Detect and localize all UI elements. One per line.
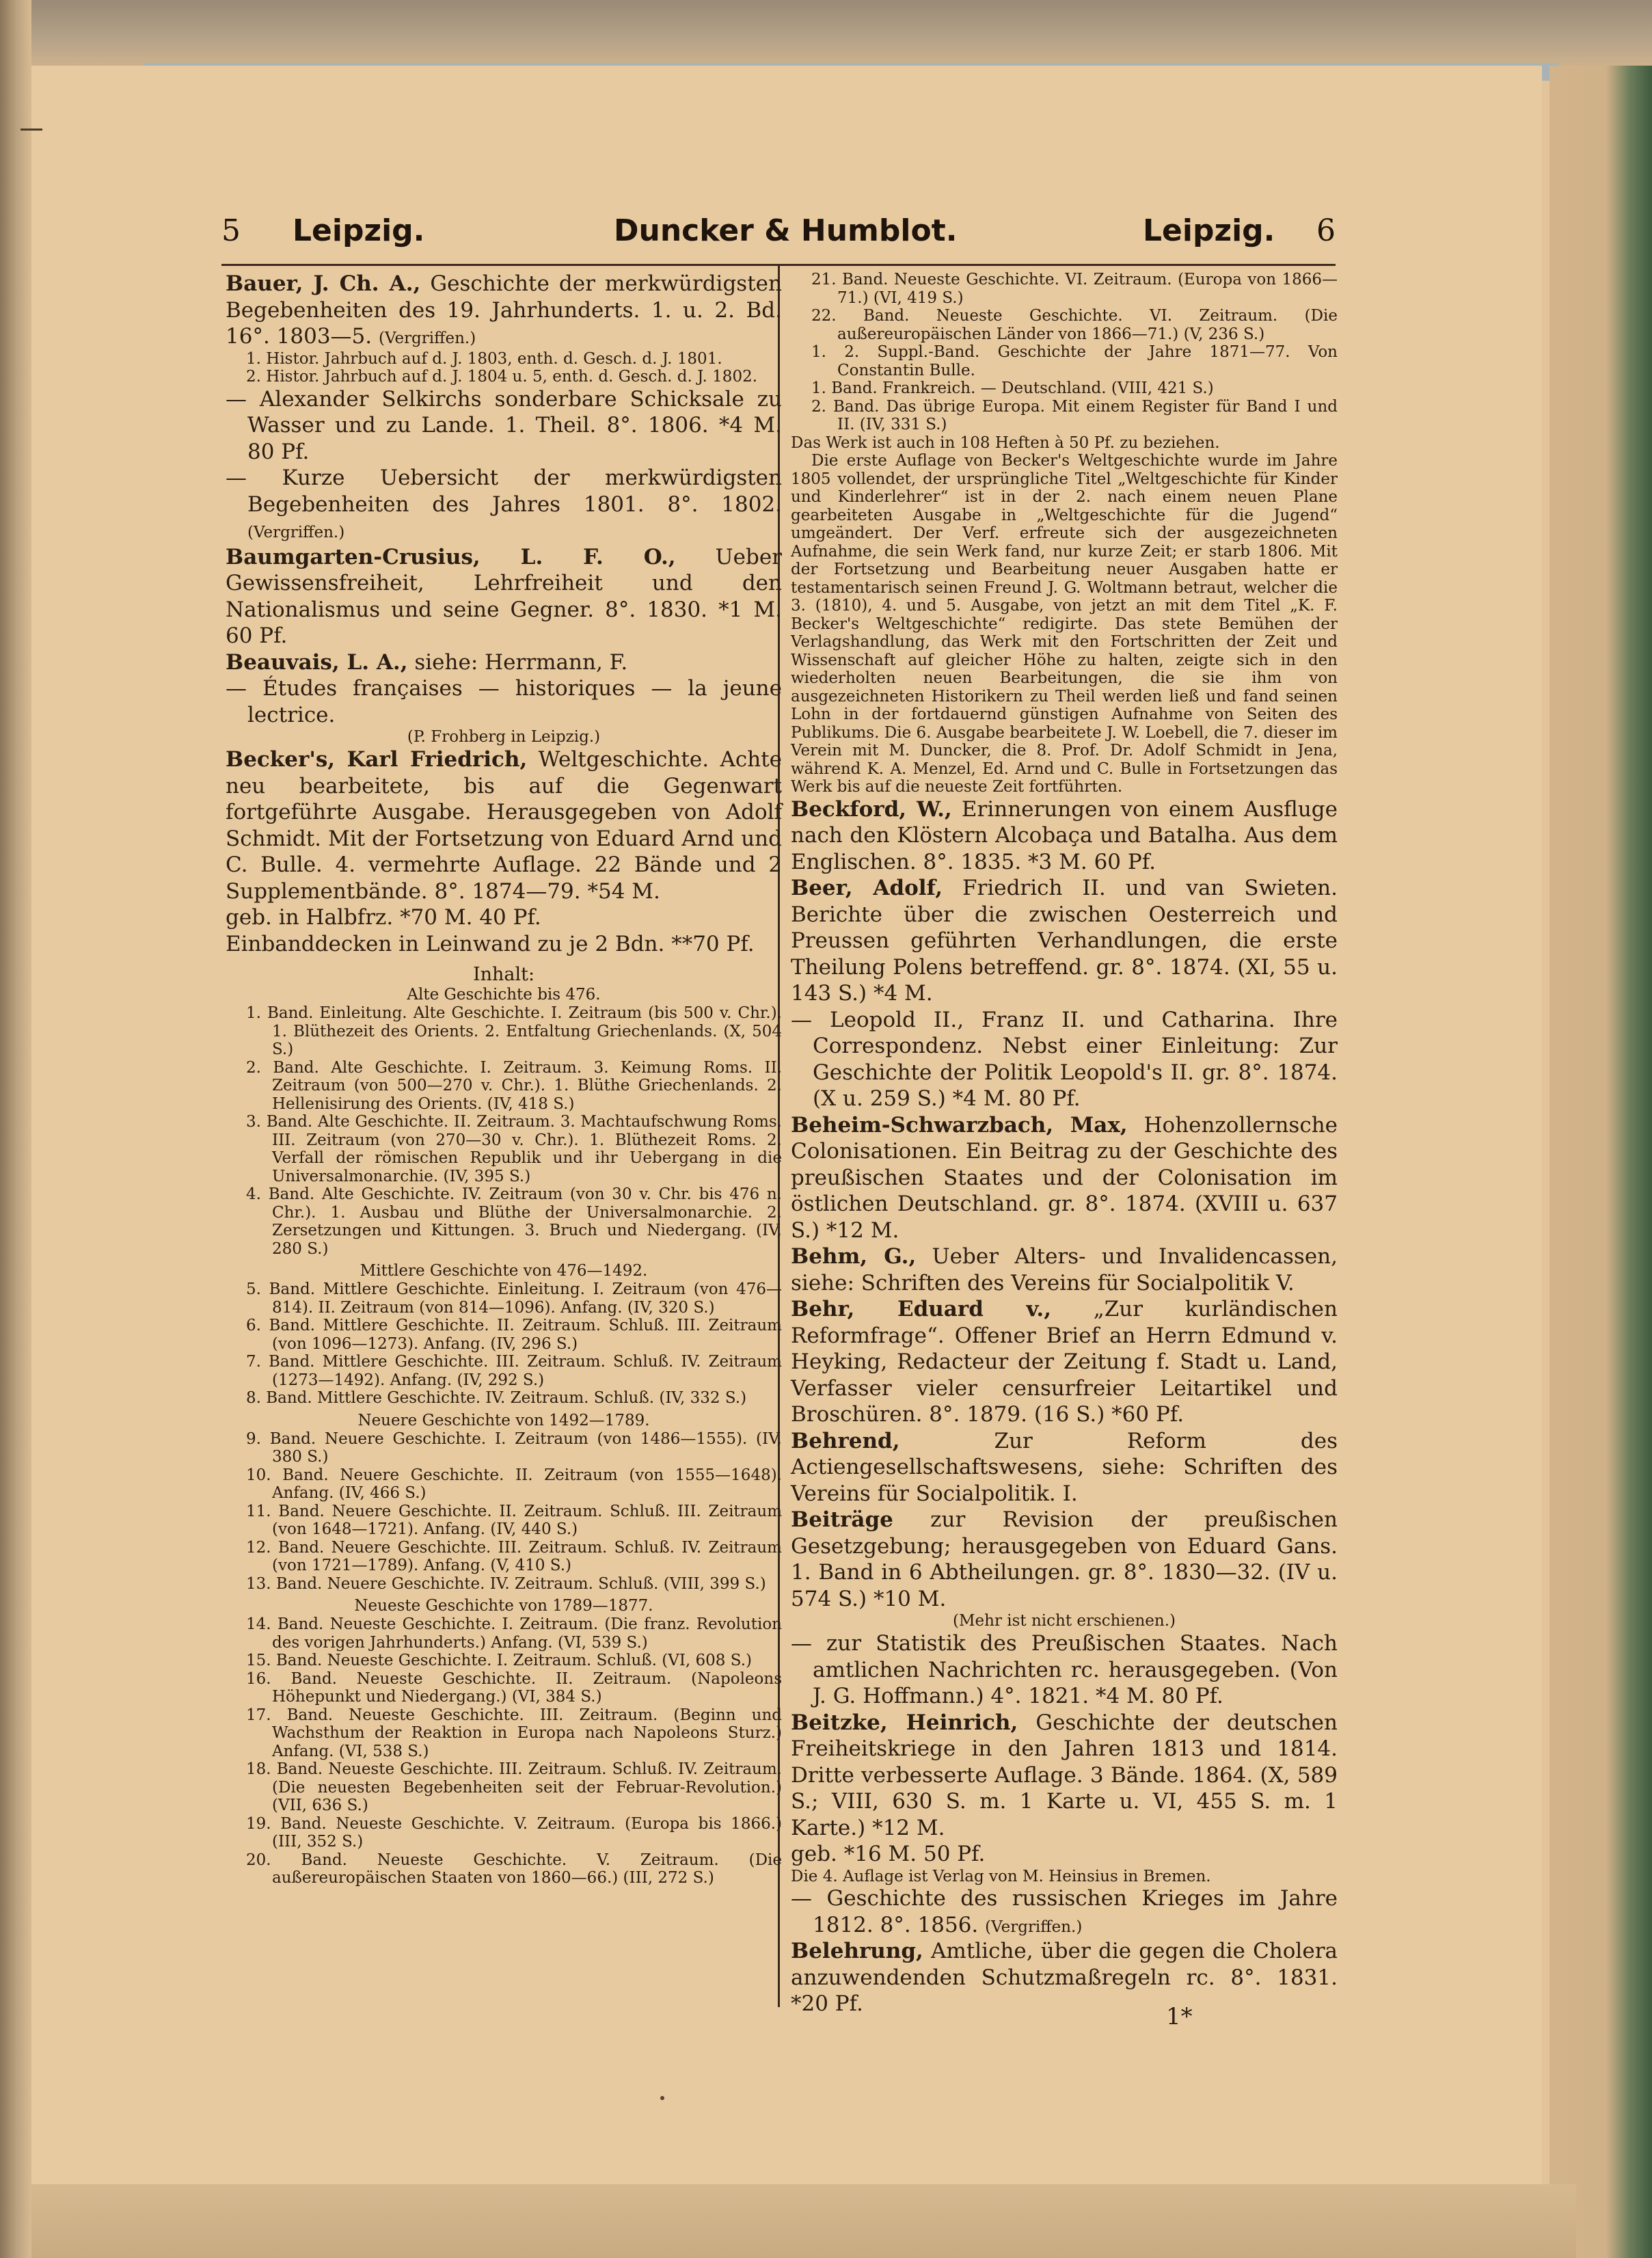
entry-status: (Mehr ist nicht erschienen.) [953, 1612, 1176, 1630]
running-head-publisher: Duncker & Humblot. [614, 213, 958, 248]
entry-heading: Behrend, [791, 1428, 900, 1453]
price-line: geb. *16 M. 50 Pf. [791, 1842, 986, 1866]
running-head-city-right: Leipzig. [1143, 213, 1275, 248]
page-number-right: 6 [1316, 213, 1336, 248]
entry-text: Geschichte der deutschen Freiheitskriege in den Jahren 1813 und 1814. Dritte verbesserte Auflage. 3 Bände. 1864. (X, 589 S.; VIII, 630 S. m. 1 Karte u. VI, 455 S. m. 1 Karte.) *12 M. [791, 1710, 1338, 1840]
book-gutter-shadow [0, 0, 31, 2258]
entry-heading: Behr, Eduard v., [791, 1297, 1051, 1321]
supplement-item: 1. Band. Frankreich. — Deutschland. (VIII, 421 S.) [811, 379, 1214, 397]
entry-behr [791, 1296, 1338, 1428]
entry-text: Zur Reform des Actiengesellschaftswesens, siehe: Schriften des Vereins für Socialpolitik. I. [791, 1428, 1338, 1506]
entry-heading: Becker's, Karl Friedrich, [226, 747, 528, 772]
entry-behm [791, 1244, 1338, 1296]
price-line: Einbanddecken in Leinwand zu je 2 Bdn. **70 Pf. [226, 931, 755, 956]
volume-item: 7. Band. Mittlere Geschichte. III. Zeitraum. Schluß. IV. Zeitraum (1273—1492). Anfang. (IV, 292 S.) [246, 1353, 782, 1389]
entry-text: — Geschichte des russischen Krieges im Jahre 1812. 8°. 1856. [791, 1886, 1338, 1937]
entry-heading: Beitzke, Heinrich, [791, 1710, 1018, 1735]
entry-status: (Vergriffen.) [247, 524, 345, 541]
entry-beckford [791, 796, 1338, 876]
page-bottom-edge [31, 2184, 1576, 2258]
entry-continuation: — Études françaises — historiques — la jeune lectrice. [226, 676, 782, 727]
left-column [226, 271, 782, 1887]
publisher-note: (P. Frohberg in Leipzig.) [407, 728, 601, 746]
volume-item: 14. Band. Neueste Geschichte. I. Zeitraum. (Die franz. Revolution des vorigen Jahrhunderts.) Anfang. (VI, 539 S.) [246, 1615, 782, 1652]
entry-text: siehe: Herrmann, F. [414, 649, 628, 675]
edition-note: Die 4. Auflage ist Verlag von M. Heinsius in Bremen. [791, 1867, 1211, 1885]
entry-bauer [226, 271, 782, 350]
gutter-mark [21, 129, 42, 131]
entry-baumgarten [226, 544, 782, 649]
entry-belehrung [791, 1938, 1338, 2017]
entry-heading: Beer, Adolf, [791, 876, 943, 900]
volume-item: 20. Band. Neueste Geschichte. V. Zeitraum. (Die außereuropäischen Staaten von 1860—66.) (III, 272 S.) [246, 1851, 782, 1887]
entry-beauvais [226, 649, 782, 676]
entry-heading: Belehrung, [791, 1939, 923, 1963]
book-binding-edge [1549, 66, 1652, 2258]
signature-mark: 1* [1166, 2003, 1193, 2030]
entry-behrend [791, 1428, 1338, 1507]
entry-beitraege [791, 1507, 1338, 1612]
entry-text: Weltgeschichte. Achte neu bearbeitete, bis auf die Gegenwart fortgeführte Ausgabe. Herausgegeben von Adolf Schmidt. Mit der Fortsetzung von Eduard Arnd und C. Bulle. 4. vermehrte Auflage. 22 Bände und 2 Supplementbände. 8°. 1874—79. *54 M. [226, 747, 782, 904]
volume-item: 16. Band. Neueste Geschichte. II. Zeitraum. (Napoleons Höhepunkt und Niedergang.) (VI, 384 S.) [246, 1669, 782, 1706]
entry-text: Ueber Alters- und Invalidencassen, siehe: Schriften des Vereins für Socialpolitik V. [791, 1244, 1338, 1295]
section-title-alte: Alte Geschichte bis 476. [407, 986, 601, 1004]
supplement-heading: 1. 2. Suppl.-Band. Geschichte der Jahre 1871—77. Von Constantin Bulle. [811, 343, 1338, 379]
entry-text: Friedrich II. und van Swieten. Berichte über die zwischen Oesterreich und Preussen geführten Verhandlungen, die erste Theilung Polens betreffend. gr. 8°. 1874. (XI, 55 u. 143 S.) *4 M. [791, 876, 1338, 1006]
entry-becker [226, 747, 782, 904]
volume-item: 6. Band. Mittlere Geschichte. II. Zeitraum. Schluß. III. Zeitraum (von 1096—1273). Anfang. (IV, 296 S.) [246, 1317, 782, 1353]
entry-status: (Vergriffen.) [985, 1918, 1083, 1936]
entry-heading: Beheim-Schwarzbach, Max, [791, 1112, 1128, 1138]
price-line: geb. in Halbfrz. *70 M. 40 Pf. [226, 905, 541, 930]
entry-text: Geschichte der merkwürdigsten Begebenheiten des 19. Jahrhunderts. 1. u. 2. Bd. 16°. 1803—5. [226, 271, 782, 349]
sub-item: 2. Histor. Jahrbuch auf d. J. 1804 u. 5, enth. d. Gesch. d. J. 1802. [246, 368, 758, 386]
entry-continuation: — Leopold II., Franz II. und Catharina. Ihre Correspondenz. Nebst einer Einleitung: Zur Geschichte der Politik Leopold's II. gr. 8°. 1874. (X u. 259 S.) *4 M. 80 Pf. [791, 1007, 1338, 1111]
volume-item: 1. Band. Einleitung. Alte Geschichte. I. Zeitraum (bis 500 v. Chr.). 1. Blüthezeit des Orients. 2. Entfaltung Griechenlands. (X, 504 S.) [246, 1004, 782, 1058]
supplement-item: 2. Band. Das übrige Europa. Mit einem Register für Band I und II. (IV, 331 S.) [811, 397, 1338, 433]
entry-heading: Behm, G., [791, 1244, 917, 1269]
volume-item: 12. Band. Neuere Geschichte. III. Zeitraum. Schluß. IV. Zeitraum (von 1721—1789). Anfang. (V, 410 S.) [246, 1538, 782, 1574]
becker-note: Die erste Auflage von Becker's Weltgeschichte wurde im Jahre 1805 vollendet, der ursprüngliche Titel „Weltgeschichte für Kinder und Kinderlehrer“ ist in der 2. nach einem neuen Plane gearbeiteten Ausgabe in „Weltgeschichte für die Jugend“ umgeändert. Der Verf. erfreute sich der ausgezeichneten Aufnahme, die sein Werk fand, nur kurze Zeit; er starb 1806. Mit der Fortsetzung und Bearbeitung neuer Ausgaben hatte er testamentarisch seinen Freund J. G. Woltmann betraut, welcher die 3. (1810), 4. und 5. Ausgabe, von jetzt an mit dem Titel „K. F. Becker's Weltgeschichte“ redigirte. Das stete Bemühen der Verlagshandlung, das Werk mit den Fortschritten der Zeit und Wissenschaft auf gleicher Höhe zu halten, zeigte sich in den wiederholten neuen Bearbeitungen, die sie ihm von ausgezeichneten Historikern zu Theil werden ließ und fand seinen Lohn in der fortdauernd günstigen Aufnahme von Seiten des Publikums. Die 6. Ausgabe bearbeitete J. W. Loebell, die 7. dieser im Verein mit M. Duncker, die 8. Prof. Dr. Adolf Schmidt in Jena, während K. A. Menzel, Ed. Arnd und C. Bulle in Fortsetzungen das Werk bis auf die neueste Zeit fortführten. [791, 452, 1338, 796]
volume-item: 2. Band. Alte Geschichte. I. Zeitraum. 3. Keimung Roms. II. Zeitraum (von 500—270 v. Chr.). 1. Blüthe Griechenlands. 2. Hellenisirung des Orients. (IV, 418 S.) [246, 1058, 782, 1113]
volume-item: 5. Band. Mittlere Geschichte. Einleitung. I. Zeitraum (von 476—814). II. Zeitraum (von 814—1096). Anfang. (IV, 320 S.) [246, 1280, 782, 1317]
entry-heading: Beckford, W., [791, 796, 952, 822]
entry-continuation [226, 465, 782, 544]
volume-item: 15. Band. Neueste Geschichte. I. Zeitraum. Schluß. (VI, 608 S.) [246, 1652, 752, 1669]
ink-speck [660, 2096, 664, 2100]
running-head-city-left: Leipzig. [293, 213, 425, 248]
entry-continuation: — Alexander Selkirchs sonderbare Schicksale zu Wasser und zu Lande. 1. Theil. 8°. 1806. *4 M. 80 Pf. [226, 386, 782, 464]
hefte-note: Das Werk ist auch in 108 Heften à 50 Pf. zu beziehen. [791, 433, 1220, 452]
entry-status: (Vergriffen.) [378, 330, 476, 347]
entry-heading: Beiträge [791, 1507, 893, 1532]
volume-item: 22. Band. Neueste Geschichte. VI. Zeitraum. (Die außereuropäischen Länder von 1866—71.) (V, 236 S.) [811, 307, 1338, 343]
entry-heading: Beauvais, L. A., [226, 649, 408, 675]
volume-item: 13. Band. Neuere Geschichte. IV. Zeitraum. Schluß. (VIII, 399 S.) [246, 1574, 766, 1593]
entry-beer [791, 875, 1338, 1007]
section-title-neuere: Neuere Geschichte von 1492—1789. [357, 1411, 650, 1429]
volume-item: 11. Band. Neuere Geschichte. II. Zeitraum. Schluß. III. Zeitraum (von 1648—1721). Anfang. (IV, 440 S.) [246, 1502, 782, 1538]
volume-item: 21. Band. Neueste Geschichte. VI. Zeitraum. (Europa von 1866—71.) (VI, 419 S.) [811, 271, 1338, 307]
entry-text: Hohenzollernsche Colonisationen. Ein Beitrag zu der Geschichte des preußischen Staates und der Colonisation im östlichen Deutschland. gr. 8°. 1874. (XVIII u. 637 S.) *12 M. [791, 1112, 1338, 1243]
entry-continuation: — zur Statistik des Preußischen Staates. Nach amtlichen Nachrichten rc. herausgegeben. (Von J. G. Hoffmann.) 4°. 1821. *4 M. 80 Pf. [791, 1631, 1338, 1708]
volume-item: 18. Band. Neueste Geschichte. III. Zeitraum. Schluß. IV. Zeitraum. (Die neuesten Begebenheiten seit der Februar-Revolution.) (VII, 636 S.) [246, 1760, 782, 1814]
entry-text: Amtliche, über die gegen die Cholera anzuwendenden Schutzmaßregeln rc. 8°. 1831. *20 Pf. [791, 1939, 1338, 2016]
entry-text: Ueber Gewissensfreiheit, Lehrfreiheit und den Nationalismus und seine Gegner. 8°. 1830. *1 M. 60 Pf. [226, 544, 782, 648]
entry-beheim [791, 1112, 1338, 1244]
entry-text: — Kurze Uebersicht der merkwürdigsten Begebenheiten des Jahres 1801. 8°. 1802. [226, 466, 782, 517]
volume-item: 3. Band. Alte Geschichte. II. Zeitraum. 3. Machtaufschwung Roms. III. Zeitraum (von 270—30 v. Chr.). 1. Blüthezeit Roms. 2. Verfall der römischen Republik und ihr Uebergang in die Universalmonarchie. (IV, 395 S.) [246, 1113, 782, 1185]
section-title-neueste: Neueste Geschichte von 1789—1877. [354, 1597, 653, 1615]
volume-item: 17. Band. Neueste Geschichte. III. Zeitraum. (Beginn und Wachsthum der Reaktion in Europa nach Napoleons Sturz.) Anfang. (VI, 538 S.) [246, 1706, 782, 1760]
sub-item: 1. Histor. Jahrbuch auf d. J. 1803, enth. d. Gesch. d. J. 1801. [246, 349, 722, 368]
volume-item: 19. Band. Neueste Geschichte. V. Zeitraum. (Europa bis 1866.) (III, 352 S.) [246, 1814, 782, 1851]
entry-continuation [791, 1885, 1338, 1938]
page-top-edge [31, 0, 1652, 66]
entry-text: Erinnerungen von einem Ausfluge nach den Klöstern Alcobaça und Batalha. Aus dem Englischen. 8°. 1835. *3 M. 60 Pf. [791, 796, 1338, 874]
entry-text: „Zur kurländischen Reformfrage“. Offener Brief an Herrn Edmund v. Heyking, Redacteur der Zeitung f. Stadt u. Land, Verfasser vieler censurfreier Leitartikel und Broschüren. 8°. 1879. (16 S.) *60 Pf. [791, 1297, 1338, 1427]
volume-item: 4. Band. Alte Geschichte. IV. Zeitraum (von 30 v. Chr. bis 476 n. Chr.). 1. Ausbau und Blüthe der Universalmonarchie. 2. Zersetzungen und Kittungen. 3. Bruch und Niedergang. (IV, 280 S.) [246, 1185, 782, 1258]
volume-item: 10. Band. Neuere Geschichte. II. Zeitraum (von 1555—1648). Anfang. (IV, 466 S.) [246, 1466, 782, 1502]
contents-title: Inhalt: [472, 964, 535, 985]
page-number-left: 5 [221, 213, 241, 248]
entry-heading: Baumgarten-Crusius, L. F. O., [226, 544, 676, 569]
right-column [791, 271, 1338, 2017]
entry-heading: Bauer, J. Ch. A., [226, 271, 421, 296]
volume-item: 8. Band. Mittlere Geschichte. IV. Zeitraum. Schluß. (IV, 332 S.) [246, 1389, 747, 1407]
volume-item: 9. Band. Neuere Geschichte. I. Zeitraum (von 1486—1555). (IV, 380 S.) [246, 1429, 782, 1466]
entry-text: zur Revision der preußischen Gesetzgebung; herausgegeben von Eduard Gans. 1. Band in 6 Abtheilungen. gr. 8°. 1830—32. (IV u. 574 S.) *10 M. [791, 1507, 1338, 1611]
entry-beitzke [791, 1710, 1338, 1842]
section-title-mittlere: Mittlere Geschichte von 476—1492. [360, 1262, 648, 1280]
